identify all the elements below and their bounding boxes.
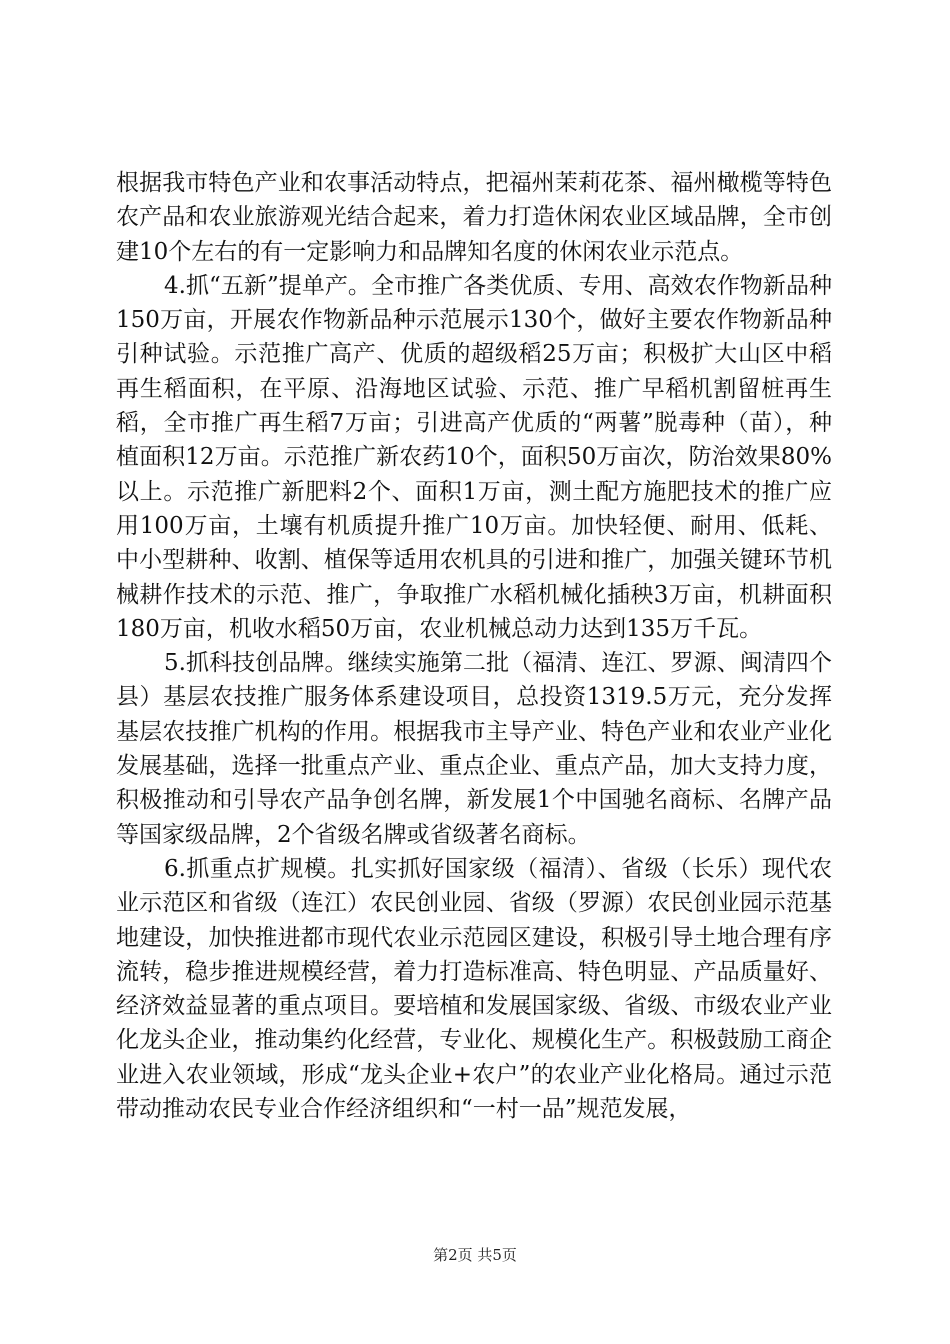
document-body: [116, 166, 832, 1126]
page-footer: 第2页 共5页: [433, 1246, 517, 1264]
paragraph-item-4: 4.抓“五新”提单产。全市推广各类优质、专用、高效农作物新品种150万亩，开展农作物新品种示范展示130个，做好主要农作物新品种引种试验。示范推广高产、优质的超级稻25万亩；积极扩大山区中稻再生稻面积，在平原、沿海地区试验、示范、推广早稻机割留桩再生稻，全市推广再生稻7万亩；引进高产优质的“两薯”脱毒种（苗），种植面积12万亩。示范推广新农药10个，面积50万亩次，防治效果80%以上。示范推广新肥料2个、面积1万亩，测土配方施肥技术的推广应用100万亩，土壤有机质提升推广10万亩。加快轻便、耐用、低耗、中小型耕种、收割、植保等适用农机具的引进和推广，加强关键环节机械耕作技术的示范、推广，争取推广水稻机械化插秧3万亩，机耕面积180万亩，机收水稻50万亩，农业机械总动力达到135万千瓦。: [116, 272, 832, 642]
paragraph-item-5: 5.抓科技创品牌。继续实施第二批（福清、连江、罗源、闽清四个县）基层农技推广服务体系建设项目，总投资1319.5万元，充分发挥基层农技推广机构的作用。根据我市主导产业、特色产业和农业产业化发展基础，选择一批重点产业、重点企业、重点产品，加大支持力度，积极推动和引导农产品争创名牌，新发展1个中国驰名商标、名牌产品等国家级品牌，2个省级名牌或省级著名商标。: [116, 650, 832, 848]
paragraph-continuation: 根据我市特色产业和农事活动特点，把福州茉莉花茶、福州橄榄等特色农产品和农业旅游观光结合起来，着力打造休闲农业区域品牌，全市创建10个左右的有一定影响力和品牌知名度的休闲农业示范点。: [116, 170, 832, 265]
paragraph-item-6: 6.抓重点扩规模。扎实抓好国家级（福清）、省级（长乐）现代农业示范区和省级（连江）农民创业园、省级（罗源）农民创业园示范基地建设，加快推进都市现代农业示范园区建设，积极引导土地合理有序流转，稳步推进规模经营，着力打造标准高、特色明显、产品质量好、经济效益显著的重点项目。要培植和发展国家级、省级、市级农业产业化龙头企业，推动集约化经营，专业化、规模化生产。积极鼓励工商企业进入农业领域，形成“龙头企业+农户”的农业产业化格局。通过示范带动推动农民专业合作经济组织和“一村一品”规范发展，: [116, 855, 832, 1123]
